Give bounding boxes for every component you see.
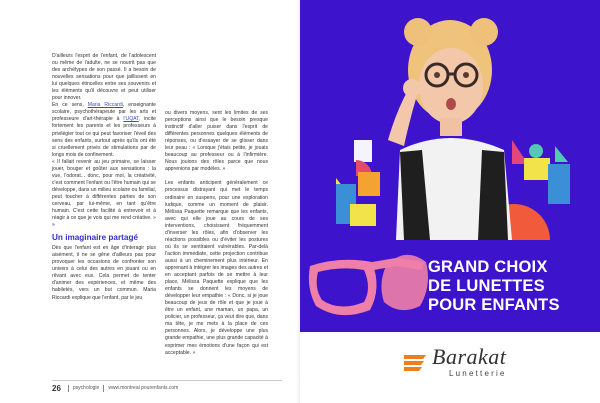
paragraph: [52, 102, 156, 158]
page-number: 26: [52, 383, 61, 393]
white-block-shape: [354, 140, 372, 162]
eye-left: [434, 72, 440, 78]
paragraph: D'ailleurs l'esprit de l'enfant, de l'adolescent ou même de l'adulte, ne se nourrit pas que des archétypes de son passé. Il a besoin de nouvelles sensations pour que jaillissent en lui quelques étincelles entre ses souvenirs et les éléments qu'il découvre et peut utiliser pour innover.: [52, 53, 156, 102]
raised-arm: [388, 90, 418, 146]
footer-url[interactable]: www.montreal pourenfants.com: [108, 385, 179, 391]
page-footer: [52, 384, 282, 392]
footer-section: psychologie: [72, 385, 100, 391]
brand-subtitle: Lunetterie: [449, 369, 507, 378]
paragraph: Dès que l'enfant est en âge d'interagir plus aisément, il ne se gêne d'ailleurs pas pour provoquer les occasions de confronter son univers à celui des autres en jouant ou en rêvant avec eux. Cela permet de tenter d'animer des expériences, et même des habiletés, vers un but commun. Maria Riccardi explique que l'enfant, par le jeu: [52, 245, 156, 301]
blue-bar-shape: [548, 164, 570, 204]
article-column-1: [52, 53, 156, 302]
text-run: , incite fortement les parents et les professeurs à privilégier tout ce qui peut favoriser l'éveil des sens des enfants, surtout après qu'ils ont été si cruellement privés de stimulations par de longs mois de confinement.: [52, 116, 156, 158]
continue-arrow-icon: »: [52, 222, 55, 229]
maria-riccardi-link[interactable]: Maria Riccardi: [87, 102, 123, 109]
hair-bun-left: [404, 18, 432, 46]
eyewear-advertisement: [300, 0, 600, 332]
brand-name: Barakat: [432, 344, 507, 369]
hair-bun-right: [470, 18, 498, 46]
article-column-2: [165, 110, 268, 357]
barakat-logo: [402, 342, 552, 382]
uqat-link[interactable]: l'UQAT: [123, 116, 139, 123]
child-photo: [388, 18, 512, 240]
yellow-block-shape: [350, 204, 376, 226]
yellow-square-shape: [524, 158, 550, 180]
footer-rule: [52, 380, 282, 381]
footer-separator: [68, 385, 69, 392]
eye-right: [463, 72, 469, 78]
quote-text: « Il fallait revenir au jeu primaire, se laisser jouer, bouger et goûter aux sensations : la vue, l'odorat... donc, pour moi, la créativité, c'est comment l'enfant ou l'être humain qui se développe, dans un milieu scolaire ou familial, peut toucher à différentes parties de son cerveau, par lui-même, en tant qu'être humain. C'est cette facilité à entrevoir et à réagir à ce que je vois qui me rend créative. »: [52, 158, 156, 222]
headline-line: GRAND CHOIX: [428, 258, 548, 276]
hand-shape: [403, 79, 421, 97]
face-shape: [419, 48, 483, 124]
teal-circle-shape: [529, 144, 543, 158]
teal-triangle-shape: [555, 146, 568, 162]
backpack-strap-right: [478, 150, 508, 240]
orange-block-shape: [358, 172, 380, 196]
logo-mark-icon: [402, 351, 428, 371]
paragraph: ou divers moyens, sent les limites de ses perceptions ainsi que le besoin presque instinctif d'aller puiser dans l'esprit de différentes personnes quelques éléments de réponses, ou d'essayer de se glisser dans leur peau : « Lorsque j'étais petite, je jouais beaucoup au professeur ou à l'infirmière. Nous jouions des rôles parce que nous apprenions par modèles. »: [165, 110, 268, 173]
section-subhead: Un imaginaire partagé: [52, 233, 138, 243]
text-run: En ce sens,: [52, 102, 88, 109]
neck-shape: [440, 118, 462, 136]
headline-line: POUR ENFANTS: [428, 296, 560, 314]
headline-line: DE LUNETTES: [428, 277, 545, 295]
paragraph: [52, 159, 156, 229]
mouth-shape: [446, 98, 456, 110]
ad-headline: [428, 258, 600, 315]
pink-glasses-icon: [309, 255, 428, 315]
paragraph: Les enfants anticipent généralement ce processus distrayant qui met le temps ordinaire en suspens, pour une exploration ludique, comme un moment de plaisir. Mélissa Paquette remarque que les enfants, avec qui elle joue au cours de ses interventions, choisissent fréquemment d'inverser les rôles, afin d'observer les réactions possibles ou d'éviter les postures où ils se sentiraient vulnérables. Par-delà l'action immédiate, cette projection contribue aussi à un cheminement plus intérieur. En apprenant à intégrer les images des autres et en acceptant parfois de se mettre à leur place, Mélissa Paquette explique que les enfants se donnent les moyens de développer leur empathie : « Donc, si je joue beaucoup de jeux de rôle et que je joue à être un enfant, une maman, un papa, un policier, un professeur, ça veut dire que, dans ma tête, je me mets à la place de ces personnes. Alors, je développe une plus grande empathie, une plus grande capacité à exprimer mes émotions d'une façon qui est acceptable. »: [165, 180, 268, 356]
footer-separator: [103, 385, 104, 392]
text-run: , enseignante scolaire, psychothérapeute par les arts et professeure d'art-thérapie à: [52, 102, 156, 123]
